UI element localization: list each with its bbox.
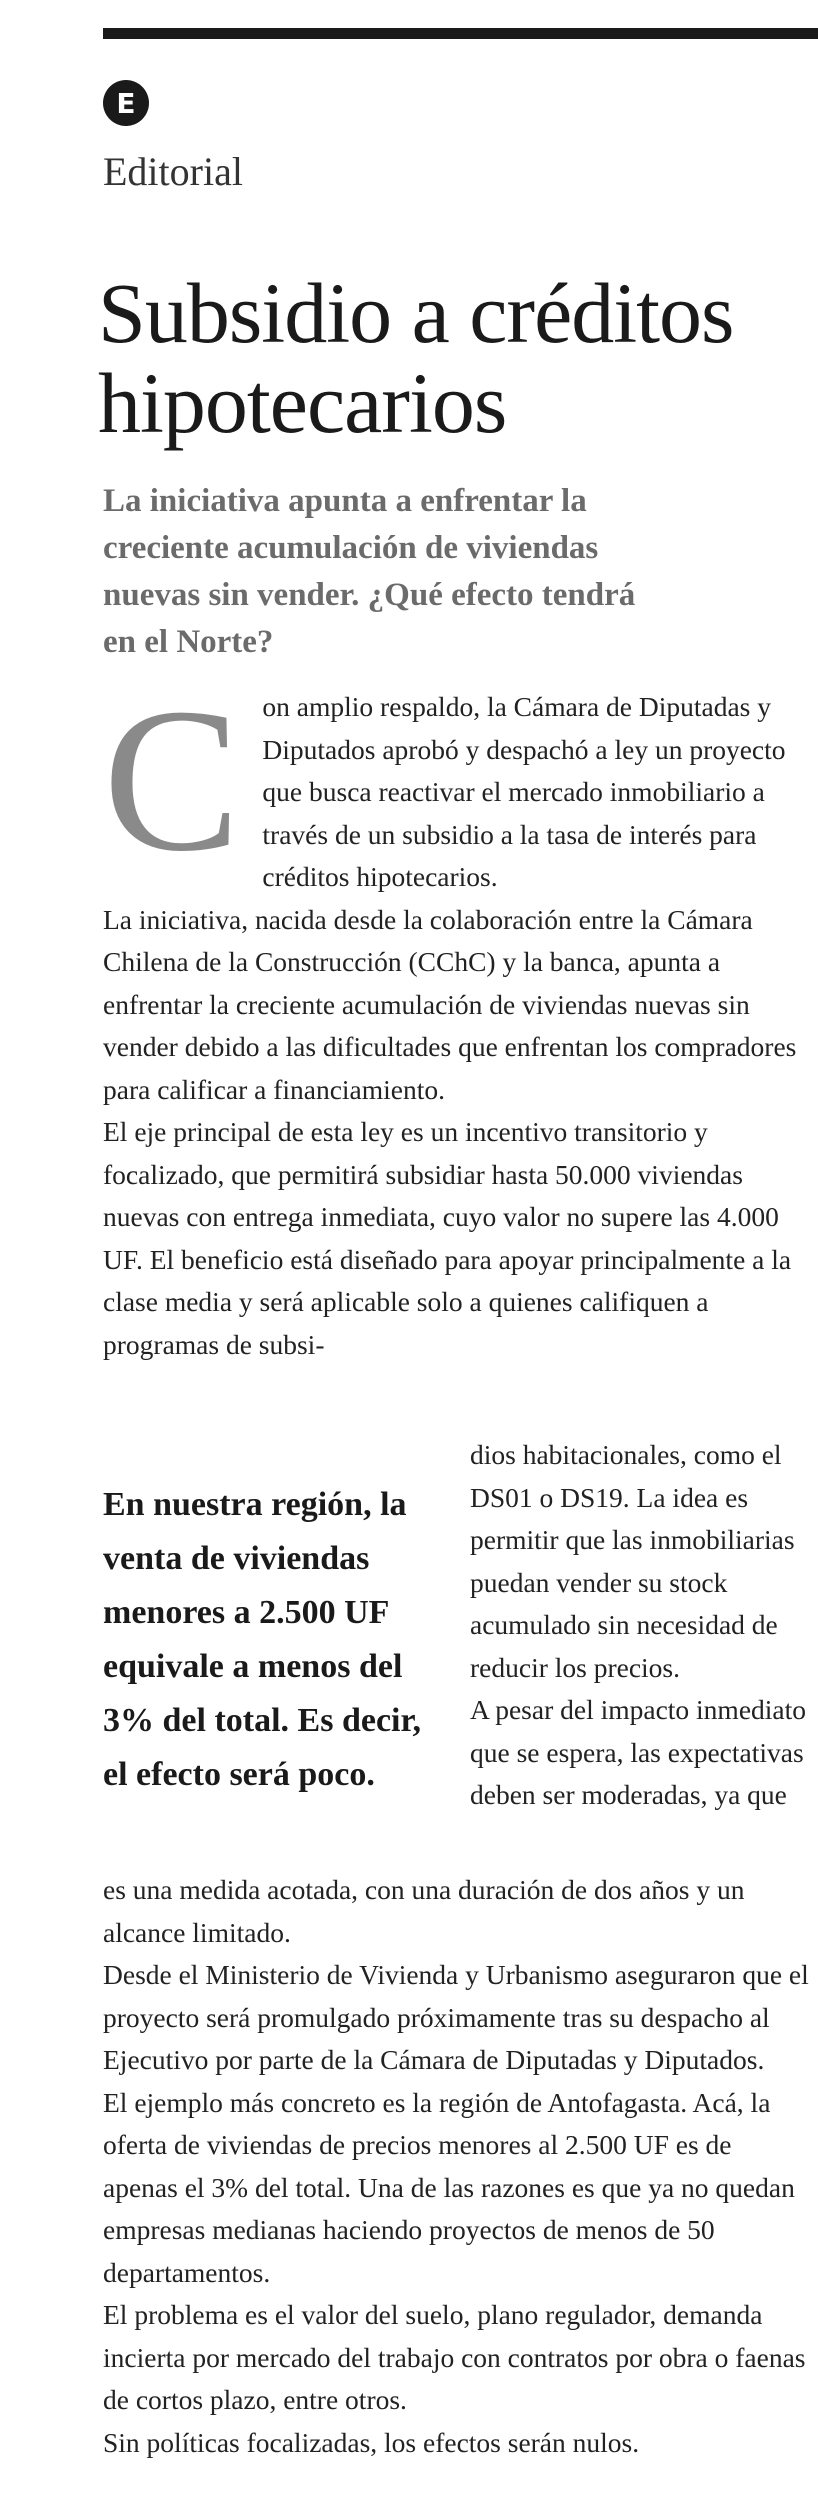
paragraph-6: El ejemplo más concreto es la región de Antofagasta. Acá, la oferta de viviendas de precios menores al 2.500 UF es de apenas el 3% del total. Una de las razones es que ya no quedan empresas medianas haciendo proyectos de menos de 50 departamentos.: [103, 2086, 795, 2288]
article-lead: [103, 665, 811, 1366]
top-rule: [103, 28, 818, 39]
narrow-column: [470, 1434, 810, 1817]
narrow-paragraph-2: A pesar del impacto inmediato que se espera, las expectativas deben ser moderadas, ya que: [470, 1694, 807, 1810]
paragraph-8: Sin políticas focalizadas, los efectos serán nulos.: [103, 2426, 640, 2458]
pull-quote: En nuestra región, la venta de viviendas menores a 2.500 UF equivale a menos del 3% del total. Es decir, el efecto será poco.: [103, 1486, 421, 1793]
paragraph-2: La iniciativa, nacida desde la colaboración entre la Cámara Chilena de la Construcción (CChC) y la banca, apunta a enfrentar la creciente acumulación de viviendas nuevas sin vender debido a las dificultades que enfrentan los compradores para calificar a financiamiento.: [103, 903, 797, 1105]
section-badge: E: [103, 80, 149, 126]
paragraph-7: El problema es el valor del suelo, plano regulador, demanda incierta por mercado del trabajo con contratos por obra o faenas de cortos plazo, entre otros.: [103, 2299, 806, 2415]
paragraph-3: El eje principal de esta ley es un incentivo transitorio y focalizado, que permitirá subsidiar hasta 50.000 viviendas nuevas con entrega inmediata, cuyo valor no supere las 4.000 UF. El beneficio está diseñado para apoyar principalmente a la clase media y será aplicable solo a quienes califiquen a programas de subsi-: [103, 1116, 792, 1360]
article-continuation: [103, 1869, 813, 2464]
article-headline: Subsidio a créditos hipotecarios: [98, 265, 734, 451]
paragraph-5: Desde el Ministerio de Vivienda y Urbanismo aseguraron que el proyecto será promulgado próximamente tras su despacho al Ejecutivo por parte de la Cámara de Diputadas y Diputados.: [103, 1959, 809, 2075]
section-label: Editorial: [103, 149, 243, 194]
narrow-paragraph-1: dios habitacionales, como el DS01 o DS19. La idea es permitir que las inmobiliarias puedan vender su stock acumulado sin necesidad de reducir los precios.: [470, 1439, 795, 1683]
drop-cap: C: [103, 665, 241, 894]
paragraph-4-end: es una medida acotada, con una duración de dos años y un alcance limitado.: [103, 1874, 745, 1948]
article-standfirst: La iniciativa apunta a enfrentar la creciente acumulación de viviendas nuevas sin vender. ¿Qué efecto tendrá en el Norte?: [103, 483, 636, 660]
lead-paragraph: on amplio respaldo, la Cámara de Diputadas y Diputados aprobó y despachó a ley un proyecto que busca reactivar el mercado inmobiliario a través de un subsidio a la tasa de interés para créditos hipotecarios.: [262, 691, 786, 892]
